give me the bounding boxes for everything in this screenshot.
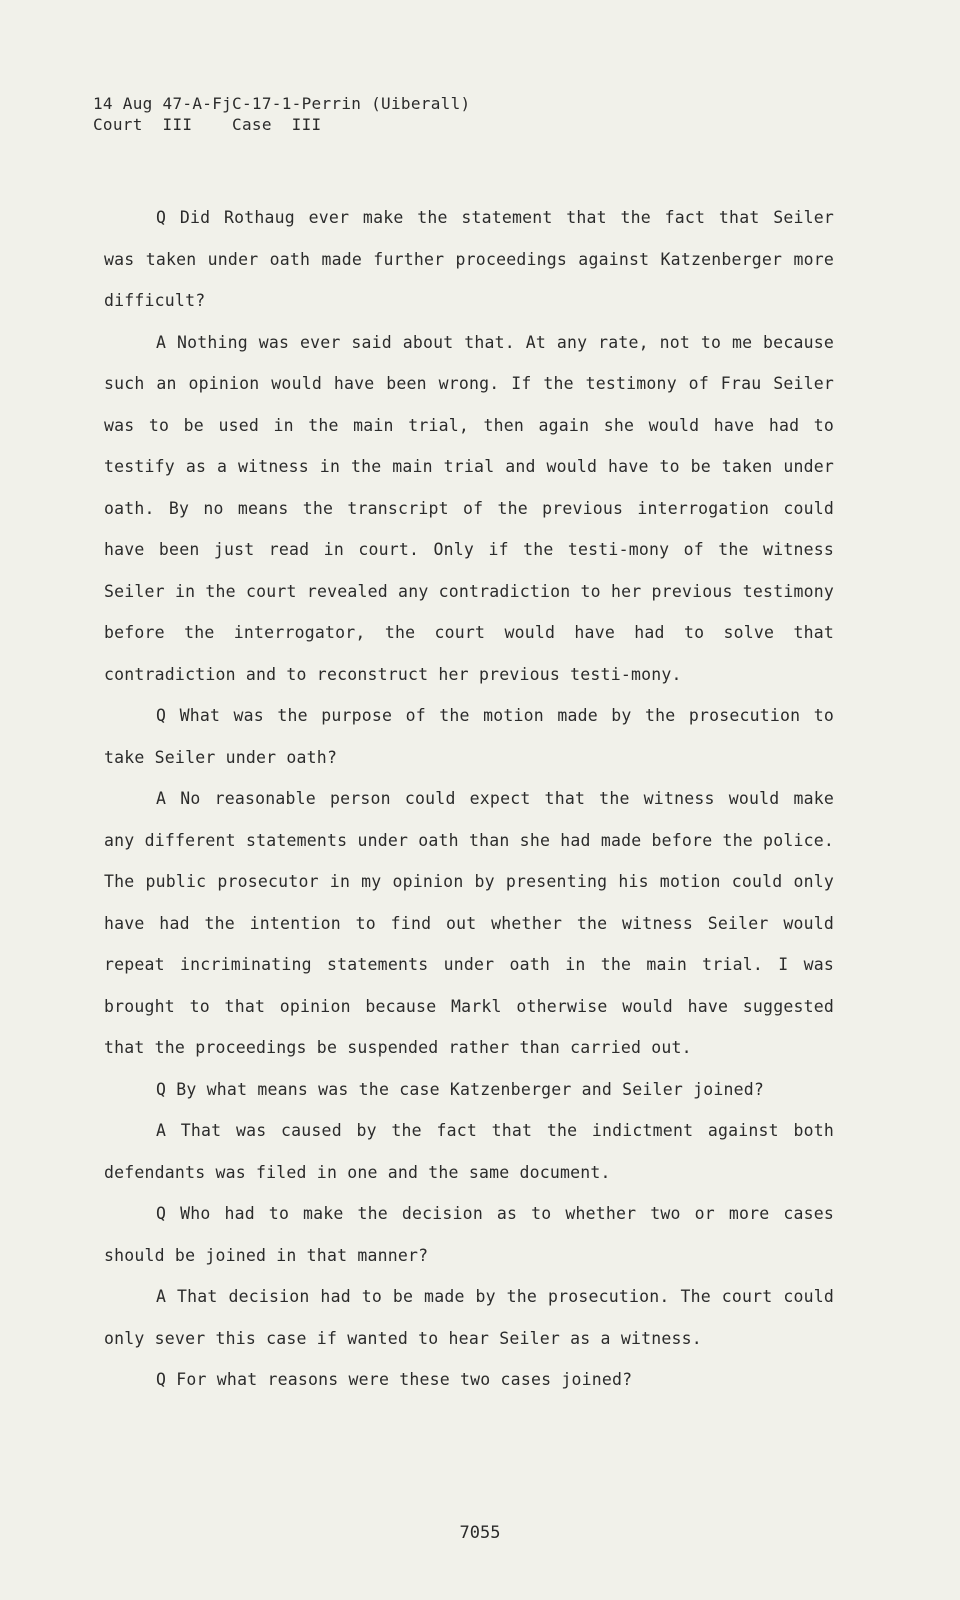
transcript-header <box>93 93 470 135</box>
question-2: Q What was the purpose of the motion made by the prosecution to take Seiler under oath? <box>104 706 834 767</box>
question-3: Q By what means was the case Katzenberger and Seiler joined? <box>156 1079 765 1099</box>
header-reference: 14 Aug 47-A-FjC-17-1-Perrin (Uiberall) <box>93 94 471 113</box>
question-1: Q Did Rothaug ever make the statement that the fact that Seiler was taken under oath made further proceedings against Katzenberger more difficult? <box>104 208 834 310</box>
page-number: 7055 <box>459 1523 501 1543</box>
answer-2: A No reasonable person could expect that the witness would make any different statements under oath than she had made before the police. The public prosecutor in my opinion by presenting his motion could only have had the intention to find out whether the witness Seiler would repeat incriminating statements under oath in the main trial. I was brought to that opinion because Markl otherwise would have suggested that the proceedings be suspended rather than carried out. <box>104 789 834 1057</box>
question-4: Q Who had to make the decision as to whether two or more cases should be joined in that manner? <box>104 1204 834 1265</box>
answer-4: A That decision had to be made by the prosecution. The court could only sever this case if wanted to hear Seiler as a witness. <box>104 1287 834 1348</box>
question-5: Q For what reasons were these two cases joined? <box>156 1370 633 1389</box>
header-court-case: Court III Case III <box>93 115 322 134</box>
transcript-body <box>104 197 834 1401</box>
answer-1: A Nothing was ever said about that. At any rate, not to me because such an opinion would have been wrong. If the testimony of Frau Seiler was to be used in the main trial, then again she would have had to testify as a witness in the main trial and would have to be taken under oath. By no means the transcript of the previous interrogation could have been just read in court. Only if the testi-mony of the witness Seiler in the court revealed any contradiction to her previous testimony before the interrogator, the court would have had to solve that contradiction and to reconstruct her previous testi-mony. <box>104 332 834 684</box>
answer-3: A That was caused by the fact that the indictment against both defendants was filed in one and the same document. <box>104 1121 834 1182</box>
